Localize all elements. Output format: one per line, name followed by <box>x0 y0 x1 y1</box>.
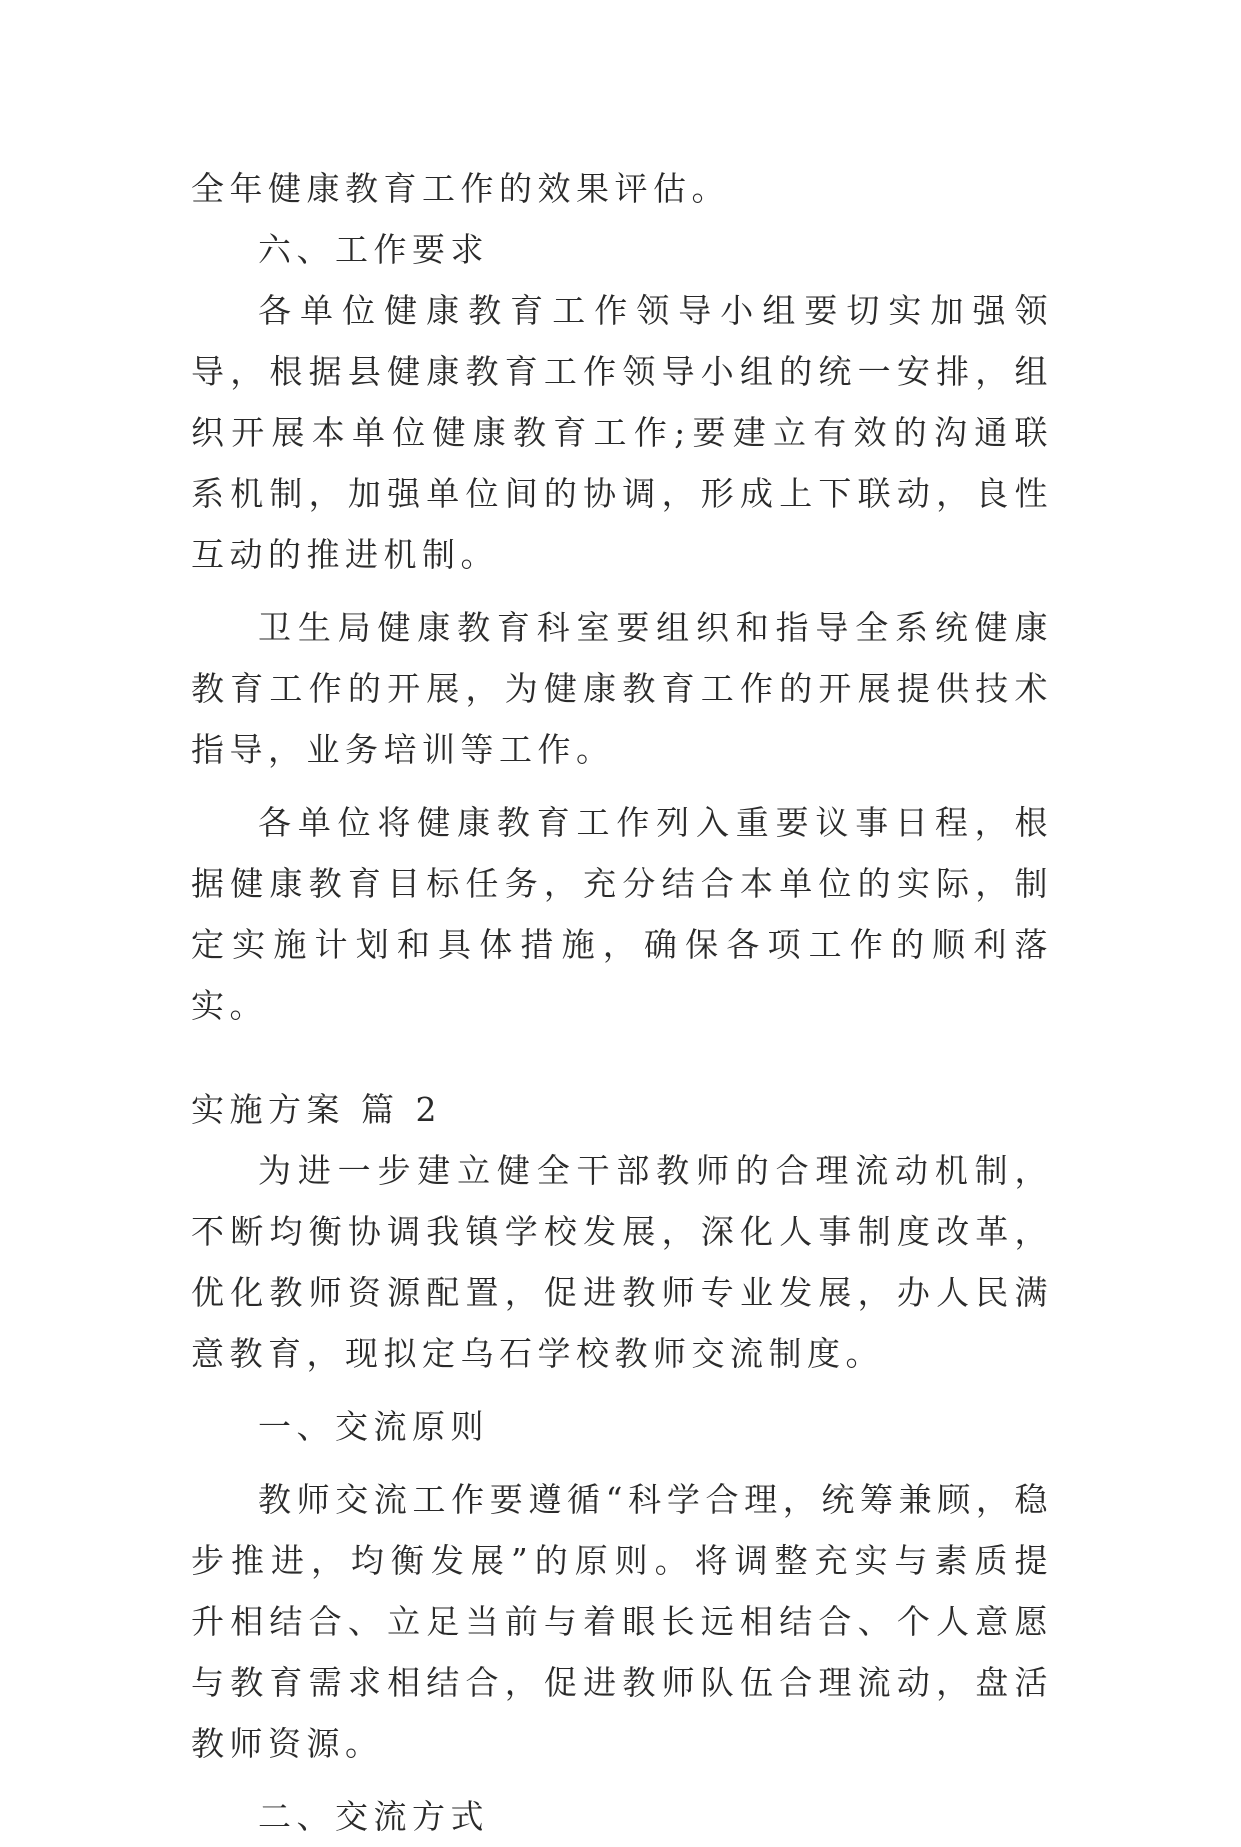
section-title: 实施方案 篇 2 <box>191 1090 442 1129</box>
heading-work-requirements: 六、工作要求 <box>258 230 489 269</box>
document-body <box>191 158 1053 1847</box>
paragraph-requirement-1: 各单位健康教育工作领导小组要切实加强领导，根据县健康教育工作领导小组的统一安排，组织开展本单位健康教育工作;要建立有效的沟通联系机制，加强单位间的协调，形成上下联动，良性互动的推进机制。 <box>191 291 1053 574</box>
paragraph-intro: 为进一步建立健全干部教师的合理流动机制，不断均衡协调我镇学校发展，深化人事制度改革，优化教师资源配置，促进教师专业发展，办人民满意教育，现拟定乌石学校教师交流制度。 <box>191 1151 1053 1373</box>
paragraph-end-assessment: 全年健康教育工作的效果评估。 <box>191 169 730 208</box>
paragraph-requirement-3: 各单位将健康教育工作列入重要议事日程，根据健康教育目标任务，充分结合本单位的实际，制定实施计划和具体措施，确保各项工作的顺利落实。 <box>191 803 1053 1025</box>
paragraph-principle: 教师交流工作要遵循“科学合理，统筹兼顾，稳步推进，均衡发展”的原则。将调整充实与素质提升相结合、立足当前与着眼长远相结合、个人意愿与教育需求相结合，促进教师队伍合理流动，盘活教师资源。 <box>191 1480 1053 1763</box>
heading-exchange-principle: 一、交流原则 <box>258 1407 489 1446</box>
paragraph-requirement-2: 卫生局健康教育科室要组织和指导全系统健康教育工作的开展，为健康教育工作的开展提供技术指导，业务培训等工作。 <box>191 608 1053 769</box>
heading-exchange-method: 二、交流方式 <box>258 1797 489 1836</box>
